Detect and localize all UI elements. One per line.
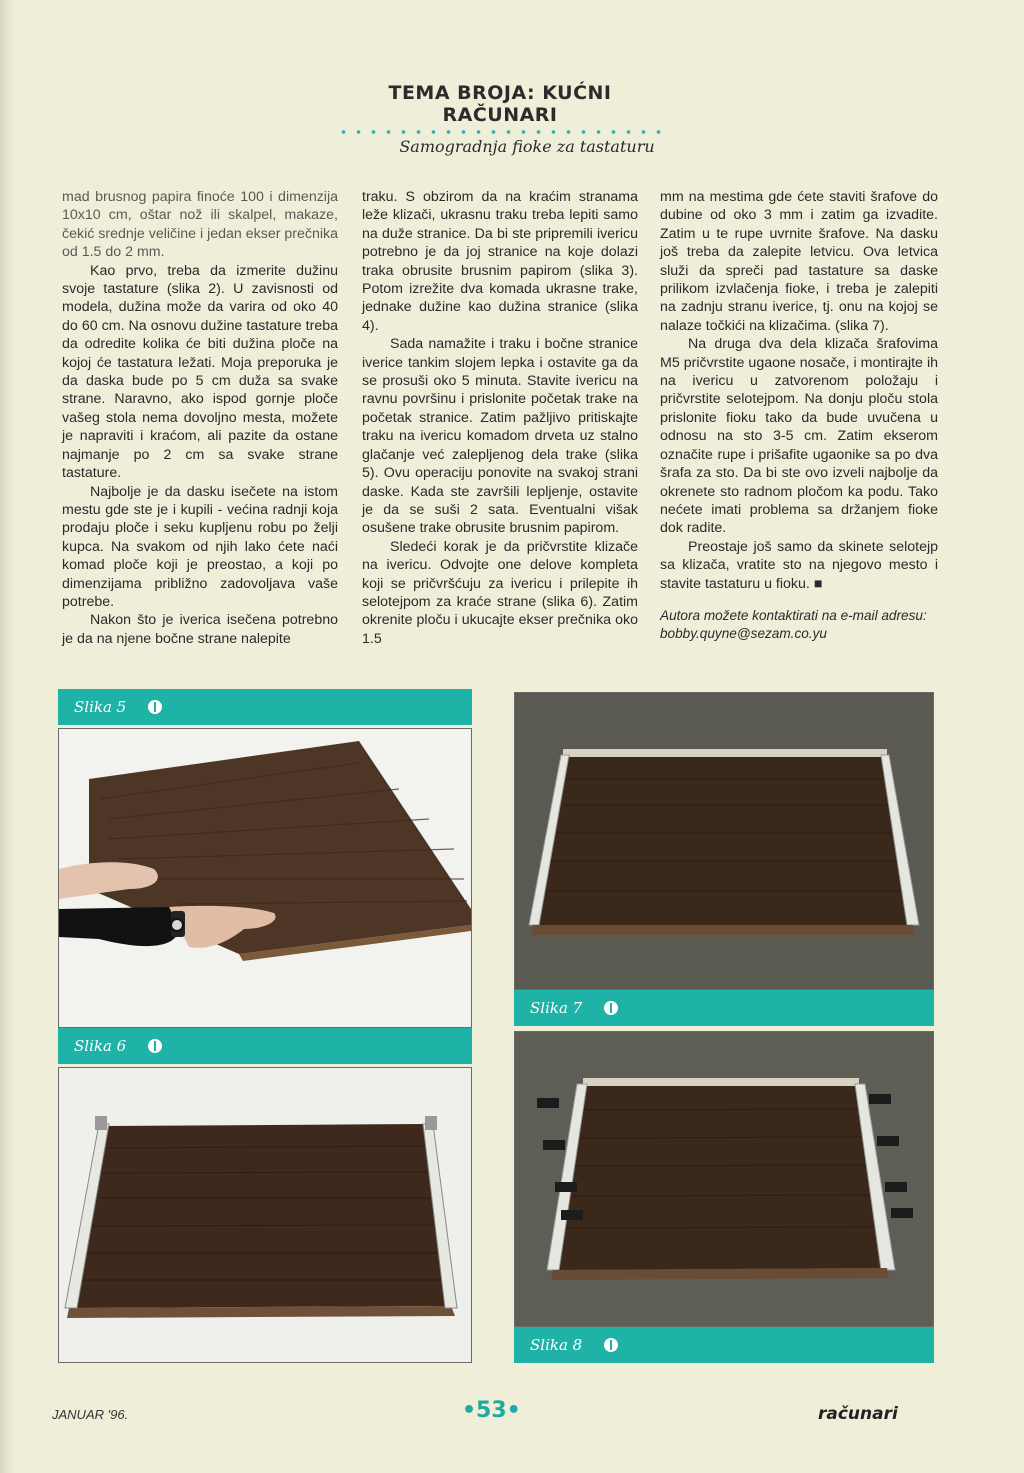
- caption-slika-8: [514, 1327, 934, 1363]
- pointer-down-icon: [148, 700, 162, 714]
- text-column-2: [362, 188, 638, 648]
- paragraph: Na druga dva dela klizača šrafovima M5 pričvrstite ugaone nosače, i montirajte ih na ivericu u zatvorenom položaju i pričvrstite selotejpom. Na donju ploču stola prislonite fioku tako da bude uvučena u odnosu na sto 3-5 cm. Zatim ekserom označite rupe i prišafite ugaonike sa po dva šrafa za sto. Da bi ste ovo izveli najbolje da okrenete sto radnom pločom ka podu. Tako nećete imati problema sa držanjem fioke dok radite.: [660, 336, 938, 537]
- caption-label: Slika 5: [74, 698, 127, 716]
- author-email-link[interactable]: bobby.quyne@sezam.co.yu: [660, 625, 827, 641]
- text-column-3: [660, 188, 938, 643]
- drawer-with-brackets-illustration: [515, 1032, 934, 1327]
- pointer-up-icon: [604, 1338, 618, 1352]
- caption-slika-5: [58, 689, 472, 725]
- paragraph: Preostaje još samo da skinete selotejp sa klizača, vratite sto na njegovo mesto i stavite tastaturu u fioku. ■: [660, 538, 938, 592]
- board-with-sliders-illustration: [59, 1068, 472, 1363]
- board-photo-illustration: [59, 729, 472, 1028]
- paragraph: Sledeći korak je da pričvrstite klizače na ivericu. Odvojte one delove kompleta koji se pričvršćuju za ivericu i prilepite ih selotejpom za kraće strane (slika 6). Zatim okrenite ploču i ukucajte ekser prečnika oko 1.5: [362, 538, 638, 647]
- issue-date: JANUAR '96.: [52, 1407, 129, 1422]
- paragraph: traku. S obzirom da na kraćim stranama leže klizači, ukrasnu traku treba lepiti samo na duže stranice. Da bi ste pripremili ivericu potrebno je da joj stranice na koje dolazi traka obrusite brusnim papirom (slika 3). Potom izrežite dva komada ukrasne trake, jednake dužine kao dužina stranice (slika 4).: [362, 189, 638, 334]
- paragraph: mad brusnog papira finoće 100 i dimenzija 10x10 cm, oštar nož ili skalpel, makaze, čekić srednje veličine i jedan ekser prečnika od 1.5 do 2 mm.: [62, 189, 339, 261]
- pointer-down-icon: [148, 1039, 162, 1053]
- caption-label: Slika 7: [530, 999, 583, 1017]
- caption-label: Slika 6: [74, 1037, 127, 1055]
- caption-label: Slika 8: [530, 1336, 583, 1354]
- photo-slika-7: [514, 692, 934, 990]
- photo-slika-5: [58, 728, 472, 1028]
- page-number: •53•: [462, 1398, 521, 1423]
- pointer-up-icon: [604, 1001, 618, 1015]
- dotted-divider: [336, 129, 664, 135]
- paragraph: Sada namažite i traku i bočne stranice iverice tankim slojem lepka i ostavite ga da se prosuši oko 5 minuta. Stavite ivericu na ravnu površinu i prislonite početak trake na početak stranice. Zatim pažljivo pritiskajte traku na ivericu komadom drveta uz stalno glačanje već zalepljenog dela trake (slika 5). Ovu operaciju ponovite na svakoj strani daske. Kada ste završili lepljenje, ostavite je da se suši 2 sata. Eventualni višak osušene trake obrusite brusnim papirom.: [362, 336, 638, 537]
- paragraph: Kao prvo, treba da izmerite dužinu svoje tastature (slika 2). U zavisnosti od modela, dužina može da varira od oko 40 do 60 cm. Na osnovu dužine tastature treba da odredite kolika će biti dužina ploče na kojoj će tastatura ležati. Moja preporuka je da daska bude po 5 cm duža sa svake strane. Naravno, ako ispod gornje ploče vašeg stola nema dovoljno mesta, možete je napraviti i kraćom, ali pazite da ostane najmanje po 2 cm sa svake strane tastature.: [62, 262, 338, 482]
- paragraph: mm na mestima gde ćete staviti šrafove do dubine od oko 3 mm i zatim ga izvadite. Zatim u te rupe uvrnite šrafove. Na dasku još treba da zalepite letvicu. Ova letvica služi da spreči pad tastature sa daske prilikom izvlačenja fioke, i treba je zalepiti na zadnju stranu iverice, tj. onu na kojoj se nalaze točkići na klizačima. (slika 7).: [660, 189, 938, 334]
- photo-slika-6: [58, 1067, 472, 1363]
- caption-slika-6: [58, 1028, 472, 1064]
- page-binding-edge: [0, 0, 14, 1473]
- text-column-1: [62, 188, 338, 648]
- paragraph: Nakon što je iverica isečena potrebno je da na njene bočne strane nalepite: [62, 612, 338, 647]
- section-title: TEMA BROJA: KUĆNI RAČUNARI: [388, 82, 612, 126]
- paragraph: Najbolje je da dasku isečete na istom mestu gde ste je i kupili - većina radnji koja prodaju ploče i seku kupljenu robu po želji kupca. Na svakom od njih lako ćete naći komad ploče koji je preostao, a koji po dimenzijama približno zadovoljava vaše potrebe.: [62, 483, 338, 610]
- caption-slika-7: [514, 990, 934, 1026]
- author-contact-label: Autora možete kontaktirati na e-mail adresu:: [660, 607, 927, 623]
- board-with-back-strip-illustration: [515, 693, 934, 990]
- article-header: [330, 82, 670, 156]
- photo-slika-8: [514, 1031, 934, 1327]
- author-contact: [660, 607, 938, 643]
- article-subtitle: Samogradnja fioke za tastaturu: [399, 137, 655, 156]
- magazine-logo: računari: [818, 1404, 898, 1424]
